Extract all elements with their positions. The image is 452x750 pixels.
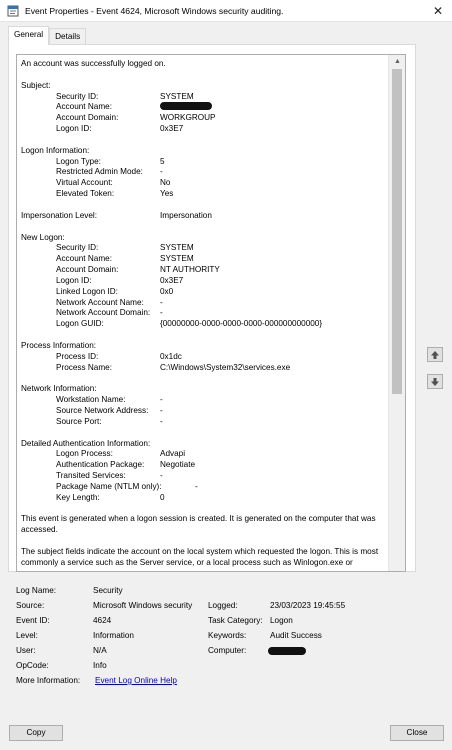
detail-value: Info — [93, 661, 107, 670]
new-logon-row — [21, 243, 386, 254]
arrow-up-icon — [430, 350, 440, 360]
detail-label: OpCode: — [16, 661, 49, 670]
message-intro: An account was successfully logged on. — [21, 59, 166, 68]
logon-info-row — [21, 157, 386, 168]
new-logon-row — [21, 265, 386, 276]
field-label: Transited Services: — [56, 471, 126, 481]
field-label: Account Domain: — [56, 265, 119, 275]
description-paragraph: The subject fields indicate the account on the local system which requested the logon. This is most commonly a service such as the Server service, or a local process such as Winlogon.exe or — [21, 546, 379, 567]
tab-details[interactable]: Details — [49, 28, 86, 45]
detail-label: Task Category: — [208, 616, 263, 625]
field-label: Logon GUID: — [56, 319, 104, 329]
field-label: Logon ID: — [56, 275, 92, 285]
field-label: Process Name: — [56, 362, 112, 372]
field-label: Logon Process: — [56, 449, 113, 459]
field-value: - — [160, 471, 163, 481]
detail-label: Source: — [16, 601, 45, 610]
field-value: No — [160, 178, 171, 188]
field-label: Key Length: — [56, 492, 100, 502]
subject-row — [21, 113, 386, 124]
field-value: - — [160, 308, 163, 318]
field-label: Impersonation Level: — [21, 210, 98, 220]
field-label: Logon ID: — [56, 124, 92, 134]
field-value: - — [160, 416, 163, 426]
field-value: {00000000-0000-0000-0000-000000000000} — [160, 319, 323, 329]
field-value: - — [160, 167, 163, 177]
logon-info-row — [21, 189, 386, 200]
close-window-icon[interactable]: ✕ — [432, 4, 444, 18]
field-value: WORKGROUP — [160, 113, 216, 123]
auth-row — [21, 460, 386, 471]
field-value: - — [195, 481, 198, 491]
field-label: Process ID: — [56, 351, 99, 361]
network-row — [21, 395, 386, 406]
subject-row — [21, 124, 386, 135]
field-value: 0x1dc — [160, 351, 182, 361]
redacted-account-name — [160, 102, 212, 110]
tab-strip — [8, 26, 86, 44]
field-value: NT AUTHORITY — [160, 265, 220, 275]
scroll-up-icon[interactable]: ▲ — [394, 58, 401, 65]
field-label: Authentication Package: — [56, 460, 145, 470]
detail-label: Computer: — [208, 646, 247, 655]
detail-label: User: — [16, 646, 36, 655]
event-message-box[interactable] — [16, 54, 406, 572]
field-label: Workstation Name: — [56, 395, 126, 405]
field-value: 0x3E7 — [160, 124, 184, 134]
field-label: Restricted Admin Mode: — [56, 167, 143, 177]
process-row — [21, 363, 386, 374]
new-logon-row — [21, 298, 386, 309]
detail-value: N/A — [93, 646, 107, 655]
logon-info-header: Logon Information: — [21, 145, 90, 155]
new-logon-row — [21, 254, 386, 265]
window-title: Event Properties - Event 4624, Microsoft Windows security auditing. — [25, 5, 284, 16]
impersonation-row — [21, 211, 386, 222]
detail-label: Level: — [16, 631, 38, 640]
detail-label: More Information: — [16, 676, 81, 685]
description-paragraph: This event is generated when a logon session is created. It is generated on the computer that was accessed. — [21, 514, 376, 535]
detail-value: 23/03/2023 19:45:55 — [270, 601, 346, 610]
auth-row — [21, 449, 386, 460]
field-label: Logon Type: — [56, 156, 101, 166]
subject-row — [21, 102, 386, 113]
new-logon-row — [21, 319, 386, 330]
field-value: SYSTEM — [160, 254, 194, 264]
detail-value: Logon — [270, 616, 293, 625]
field-label: Account Name: — [56, 254, 112, 264]
new-logon-row — [21, 276, 386, 287]
field-value: C:\Windows\System32\services.exe — [160, 362, 291, 372]
field-label: Security ID: — [56, 91, 99, 101]
field-value: Yes — [160, 189, 174, 199]
field-value: Impersonation — [160, 210, 212, 220]
field-label: Virtual Account: — [56, 178, 113, 188]
detail-label: Log Name: — [16, 586, 57, 595]
logon-info-row — [21, 178, 386, 189]
field-label: Source Network Address: — [56, 406, 149, 415]
field-label: Account Name: — [56, 102, 112, 112]
field-value: 0x0 — [160, 286, 174, 296]
field-value: - — [160, 297, 163, 307]
detail-label: Keywords: — [208, 631, 247, 640]
subject-header: Subject: — [21, 80, 51, 90]
close-button[interactable]: Close — [390, 725, 444, 741]
network-header: Network Information: — [21, 384, 97, 394]
detail-value: Audit Success — [270, 631, 322, 640]
detail-value: 4624 — [93, 616, 112, 625]
detail-label: Event ID: — [16, 616, 50, 625]
field-value: 5 — [160, 156, 165, 166]
redacted-computer-name — [268, 647, 306, 655]
field-value: - — [160, 406, 163, 415]
field-label: Elevated Token: — [56, 189, 115, 199]
field-label: Network Account Domain: — [56, 308, 151, 318]
next-event-button[interactable] — [427, 374, 443, 389]
new-logon-row — [21, 287, 386, 298]
detail-value: Microsoft Windows security — [93, 601, 193, 610]
arrow-down-icon — [430, 377, 440, 387]
field-label: Account Domain: — [56, 113, 119, 123]
tab-general[interactable]: General — [8, 26, 49, 45]
process-header: Process Information: — [21, 340, 97, 350]
event-viewer-icon — [7, 5, 19, 17]
subject-row — [21, 92, 386, 103]
detail-value: Security — [93, 586, 123, 595]
field-value: Advapi — [160, 449, 186, 459]
field-label: Package Name (NTLM only): — [56, 481, 162, 491]
auth-row — [21, 493, 386, 504]
general-panel — [8, 44, 416, 572]
field-label: Network Account Name: — [56, 297, 144, 307]
new-logon-row — [21, 308, 386, 319]
detail-value: Information — [93, 631, 134, 640]
field-value: 0 — [160, 492, 165, 502]
message-scrollbar[interactable] — [388, 55, 405, 571]
field-value: Negotiate — [160, 460, 196, 470]
scrollbar-thumb[interactable] — [392, 69, 402, 394]
detail-label: Logged: — [208, 601, 238, 610]
event-message-text — [21, 59, 386, 569]
field-value: SYSTEM — [160, 243, 194, 253]
previous-event-button[interactable] — [427, 347, 443, 362]
event-log-online-help-link[interactable]: Event Log Online Help — [95, 676, 177, 685]
auth-row — [21, 471, 386, 482]
field-label: Security ID: — [56, 243, 99, 253]
copy-button[interactable]: Copy — [9, 725, 63, 741]
field-label: Linked Logon ID: — [56, 286, 118, 296]
new-logon-header: New Logon: — [21, 232, 65, 242]
network-row — [21, 417, 386, 428]
process-row — [21, 352, 386, 363]
auth-header: Detailed Authentication Information: — [21, 438, 151, 448]
field-value: 0x3E7 — [160, 275, 184, 285]
logon-info-row — [21, 167, 386, 178]
network-row — [21, 406, 386, 417]
title-bar — [0, 0, 452, 22]
field-value: SYSTEM — [160, 91, 194, 101]
auth-row — [21, 482, 386, 493]
field-value: - — [160, 395, 163, 405]
field-label: Source Port: — [56, 416, 102, 426]
